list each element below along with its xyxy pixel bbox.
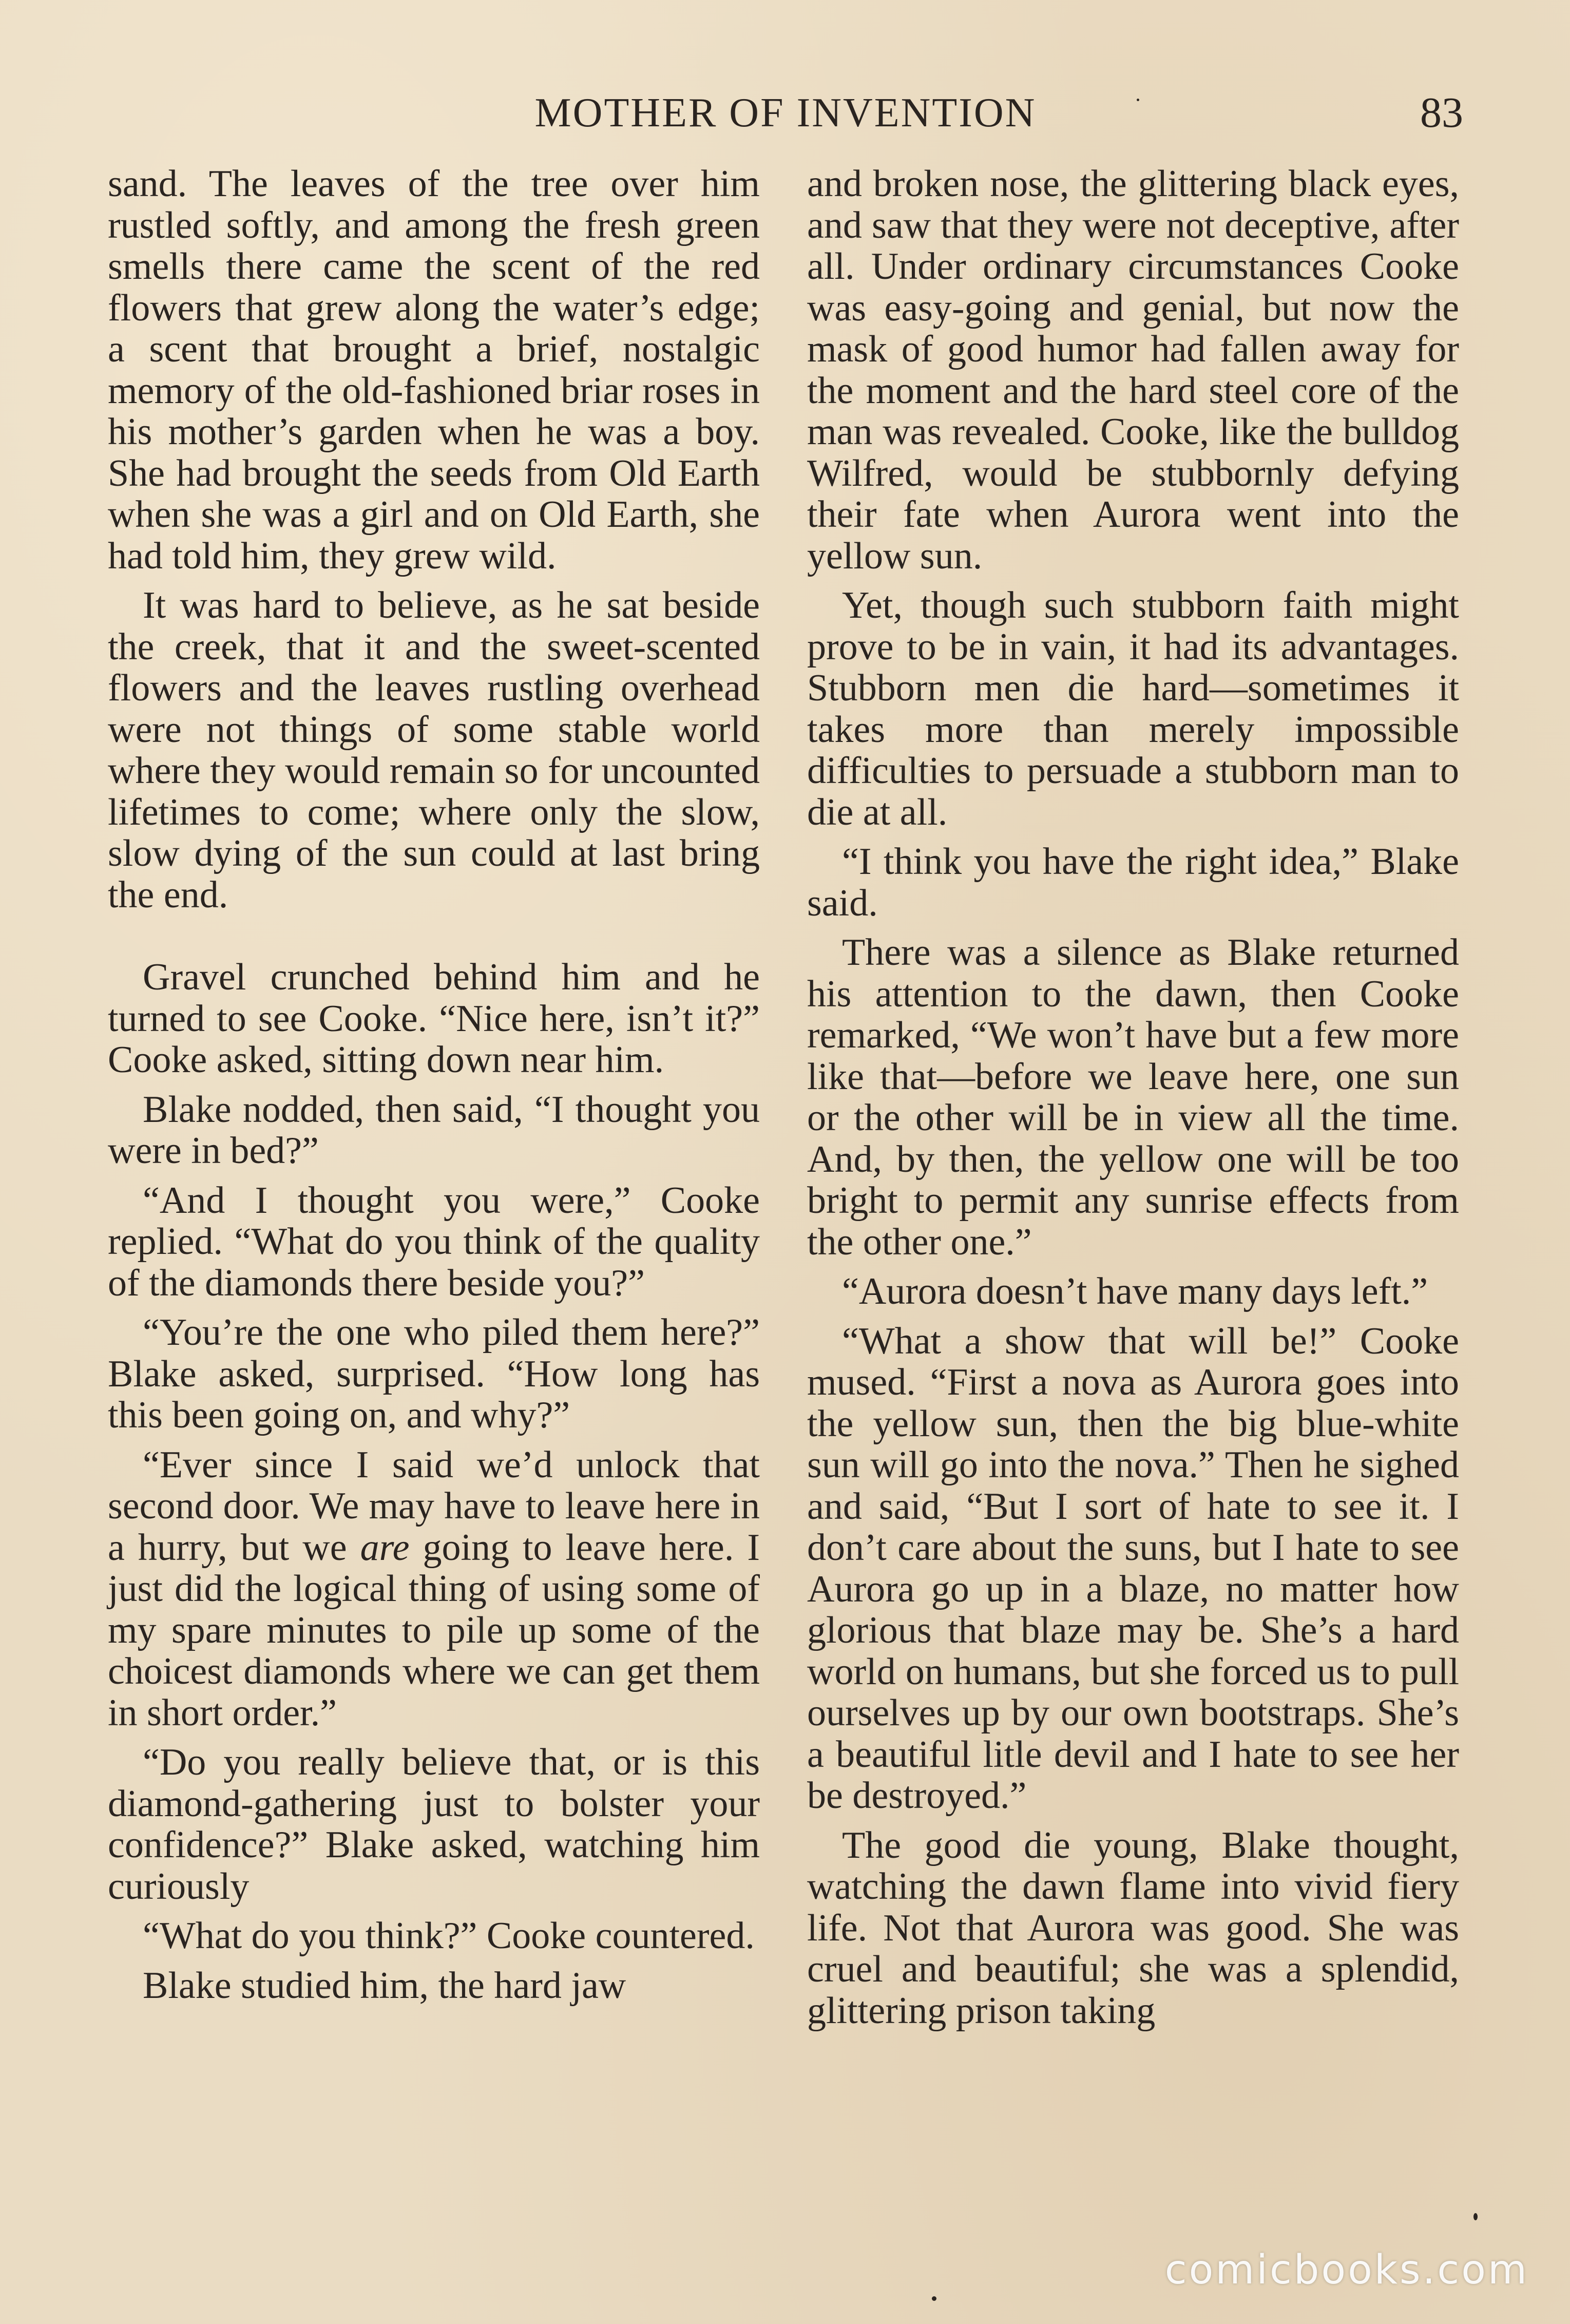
paragraph-text: “Ever since I said we’d unlock that second door. We may have to leave here in a hurry, but we [108,1443,760,1569]
paragraph: The good die young, Blake thought, watching the dawn flame into vivid fiery life. Not that Aurora was good. She was cruel and beautiful; she was a splendid, glittering prison taking [807,1824,1459,2032]
paragraph: “You’re the one who piled them here?” Blake asked, surprised. “How long has this been going on, and why?” [108,1311,760,1436]
paragraph: There was a silence as Blake returned his attention to the dawn, then Cooke remarked, “We won’t have but a few more like that—before we leave here, one sun or the other will be in view all the time. And, by then, the yellow one will be too bright to permit any sunrise effects from the other one.” [807,931,1459,1263]
paragraph: “Do you really believe that, or is this diamond-gathering just to bolster your confidence?” Blake asked, watching him curiously [108,1741,760,1908]
paragraph-text: going to leave here. I just did the logical thing of using some of my spare minutes to pile up some of the choicest diamonds where we can get them in short order.” [108,1526,760,1734]
ink-speck [1473,2213,1478,2220]
paragraph: It was hard to believe, as he sat beside the creek, that it and the sweet-scented flowers and the leaves rustling overhead were not things of some stable world where they would remain so for uncounted lifetimes to come; where only the slow, slow dying of the sun could at last bring the end. [108,584,760,916]
paragraph: Yet, though such stubborn faith might prove to be in vain, it had its advantages. Stubborn men die hard—sometimes it takes more than merely impossible difficulties to persuade a stubborn man to die at all. [807,584,1459,833]
paragraph: “I think you have the right idea,” Blake said. [807,841,1459,924]
paragraph: “Aurora doesn’t have many days left.” [842,1270,1428,1312]
paragraph: Gravel crunched behind him and he turned to see Cooke. “Nice here, isn’t it?” Cooke asked, sitting down near him. [108,956,760,1081]
paragraph: “What do you think?” Cooke countered. [143,1915,755,1957]
paragraph: and broken nose, the glittering black eyes, and saw that they were not deceptive, after all. Under ordinary circumstances Cooke was easy-going and genial, but now the mask of good humor had fallen away for the moment and the hard steel core of the man was revealed. Cooke, like the bulldog Wilfred, would be stubbornly defying their fate when Aurora went into the yellow sun. [807,163,1459,577]
running-title: MOTHER OF INVENTION [534,90,1037,136]
paragraph: Blake studied him, the hard jaw [143,1964,626,2007]
paragraph: “And I thought you were,” Cooke replied. “What do you think of the quality of the diamonds there beside you?” [108,1179,760,1304]
page-header [108,85,1463,141]
paragraph: “What a show that will be!” Cooke mused. “First a nova as Aurora goes into the yellow sun, then the big blue-white sun will go into the nova.” Then he sighed and said, “But I sort of hate to see it. I don’t care about the suns, but I hate to see Aurora go up in a blaze, no matter how glorious that blaze may be. She’s a hard world on humans, but she forced us to pull ourselves up by our own bootstraps. She’s a beautiful litle devil and I hate to see her be destroyed.” [807,1320,1459,1817]
paragraph: Blake nodded, then said, “I thought you were in bed?” [108,1088,760,1172]
page-number: 83 [1420,89,1463,137]
ink-speck [932,2296,936,2301]
left-column [108,163,760,2014]
right-column [807,163,1459,2040]
emphasis-text: are [360,1526,410,1569]
watermark: comicbooks.com [1164,2247,1529,2293]
ink-speck [1137,99,1139,101]
paragraph: sand. The leaves of the tree over him rustled softly, and among the fresh green smells there came the scent of the red flowers that grew along the water’s edge; a scent that brought a brief, nostalgic memory of the old-fashioned briar roses in his mother’s garden when he was a boy. She had brought the seeds from Old Earth when she was a girl and on Old Earth, she had told him, they grew wild. [108,163,760,577]
paragraph [108,1444,760,1734]
